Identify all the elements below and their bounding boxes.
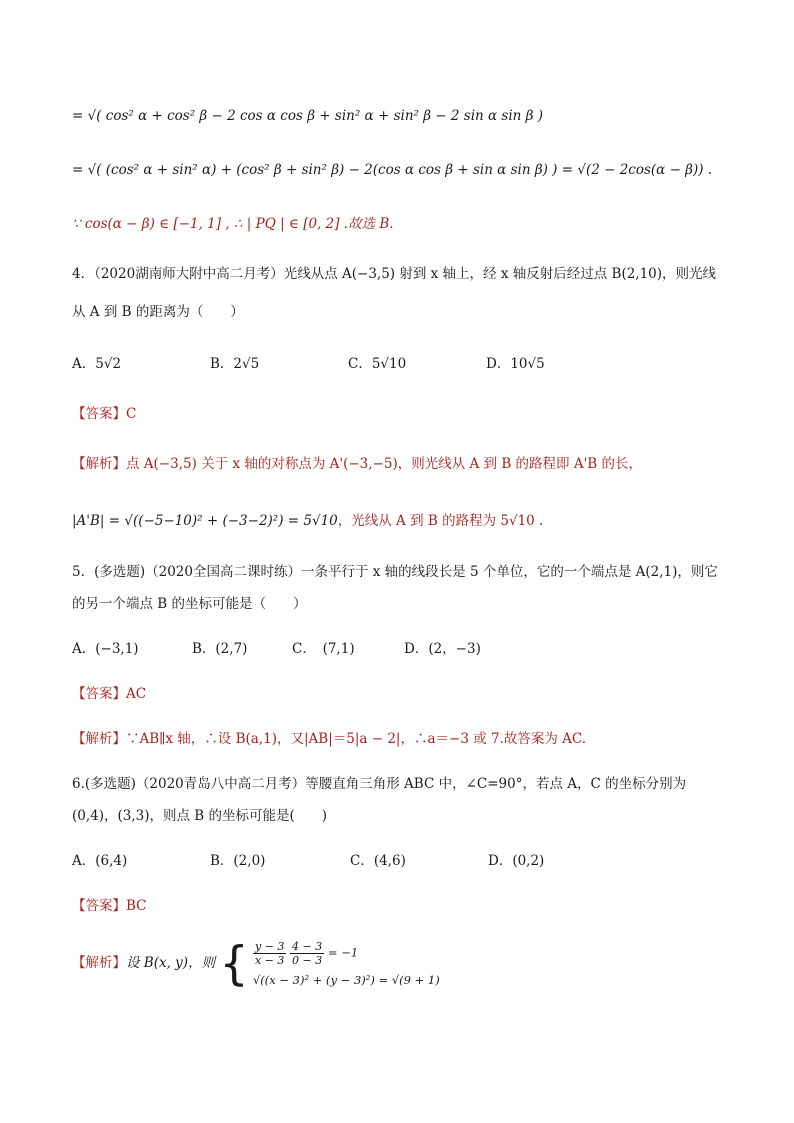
q5-stem-line2: 的另一个端点 B 的坐标可能是（ ） [72, 596, 307, 612]
answer-tag: 【答案】 [72, 406, 126, 422]
q4-answer [72, 402, 136, 422]
q4-option-b: B．2√5 [210, 356, 260, 372]
q6-answer [72, 894, 147, 914]
q6-options [72, 849, 544, 869]
q4-analysis-line1 [72, 452, 642, 472]
q5-answer [72, 682, 146, 702]
frac1-den: x − 3 [254, 954, 285, 967]
q6-stem-line1: 6.(多选题)（2020青岛八中高二月考）等腰直角三角形 ABC 中，∠C=90°，若点 A，C 的坐标分别为 [72, 776, 687, 792]
q6-option-c: C．(4,6) [350, 853, 406, 869]
q6-option-d: D．(0,2) [488, 853, 545, 869]
q4-option-d: D．10√5 [486, 356, 545, 372]
system-brace: { [219, 936, 249, 991]
analysis-prefix: 设 B(x, y)，则 [126, 955, 216, 971]
answer-tag: 【答案】 [72, 898, 126, 914]
q6-option-a: A．(6,4) [72, 853, 128, 869]
q5-options [72, 637, 481, 657]
slope-equation [253, 940, 440, 967]
q5-option-b: B．(2,7) [192, 641, 248, 657]
q5-option-a: A．(−3,1) [72, 641, 139, 657]
q4-option-a: A．5√2 [72, 356, 122, 372]
q5-analysis [72, 727, 586, 747]
frac2-den: 0 − 3 [292, 954, 323, 967]
analysis-text: ∵AB∥x 轴，∴设 B(a,1)，又|AB|＝5|a − 2|，∴a＝−3 或 7.故答案为 AC. [126, 731, 587, 747]
q6-stem-line2: (0,4)，(3,3)，则点 B 的坐标可能是( ) [72, 808, 328, 824]
q5-option-c: C． (7,1) [292, 641, 355, 657]
derivation-conclusion: ∵ cos(α − β) ∈ [−1, 1] , ∴ | PQ | ∈ [0, 2] .故选 B. [72, 216, 394, 232]
q4-analysis-line2 [72, 509, 543, 529]
q4-stem-line1: 4．（2020湖南师大附中高二月考）光线从点 A(−3,5) 射到 x 轴上，经 x 轴反射后经过点 B(2,10)，则光线 [72, 266, 717, 282]
slope-rhs: = −1 [327, 945, 359, 960]
equation-system [253, 940, 440, 987]
q5-stem-line1: 5．(多选题)（2020全国高二课时练）一条平行于 x 轴的线段长是 5 个单位，它的一个端点是 A(2,1)，则它 [72, 564, 718, 580]
analysis-tag: 【解析】 [72, 955, 126, 971]
q4-options [72, 352, 545, 372]
derivation-line-2: = √( (cos² α + sin² α) + (cos² β + sin² β) − 2(cos α cos β + sin α sin β) ) = √(2 − 2cos(α − β)) . [72, 162, 713, 178]
q5-option-d: D．(2，−3) [404, 641, 481, 657]
derivation-line-1: = √( cos² α + cos² β − 2 cos α cos β + sin² α + sin² β − 2 sin α sin β ) [72, 108, 544, 124]
analysis-tag: 【解析】 [72, 731, 126, 747]
answer-tag: 【答案】 [72, 686, 126, 702]
answer-value: C [126, 406, 137, 422]
answer-value: BC [126, 898, 147, 914]
q4-stem-line2: 从 A 到 B 的距离为（ ） [72, 304, 244, 320]
answer-value: AC [126, 686, 147, 702]
distance-formula: |A'B| = √((−5−10)² + (−3−2)²) = 5√10 [72, 513, 338, 529]
distance-conclusion: ，光线从 A 到 B 的路程为 5√10 . [337, 513, 544, 529]
q6-analysis [72, 936, 440, 991]
q6-option-b: B．(2,0) [210, 853, 266, 869]
distance-equation: √((x − 3)² + (y − 3)²) = √(9 + 1) [252, 973, 440, 987]
frac1-num: y − 3 [254, 940, 285, 953]
frac2-num: 4 − 3 [292, 940, 323, 953]
q4-option-c: C．5√10 [348, 356, 407, 372]
analysis-tag: 【解析】 [72, 456, 126, 472]
analysis-text: 点 A(−3,5) 关于 x 轴的对称点为 A'(−3,−5)，则光线从 A 到 B 的路程即 A'B 的长， [126, 456, 643, 472]
